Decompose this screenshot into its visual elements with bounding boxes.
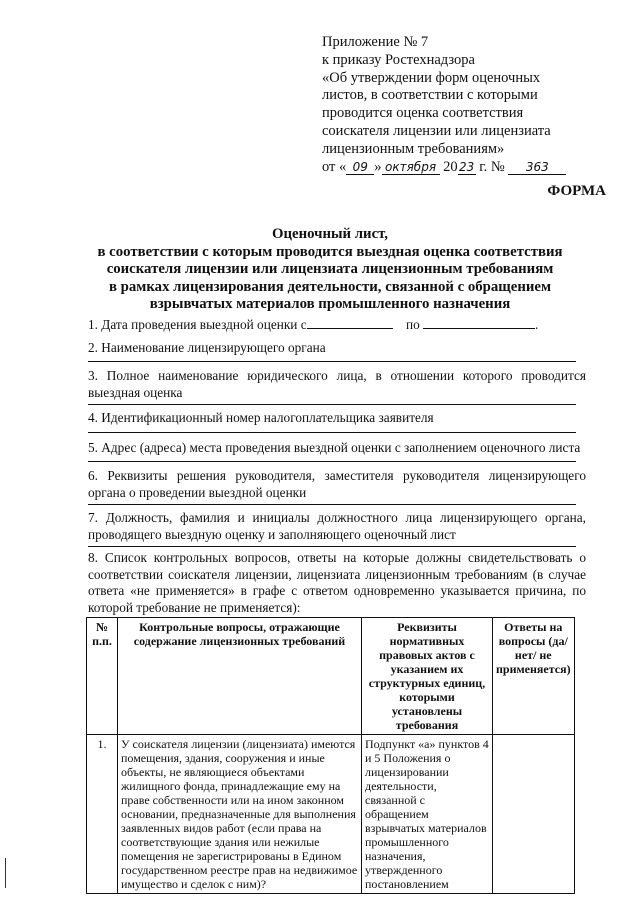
order-number: 363 xyxy=(508,160,566,175)
item-2: 2. Наименование лицензирующего органа xyxy=(88,340,326,355)
header-line: соискателя лицензии или лицензиата xyxy=(322,122,551,139)
date-month: октября xyxy=(382,160,440,175)
appendix-header xyxy=(322,34,622,176)
col-header-reference: Реквизиты нормативных правовых актов с указанием их структурных единиц, которыми установлены требования xyxy=(362,618,493,735)
item-1-label: 1. Дата проведения выездной оценки с xyxy=(88,317,307,332)
row-number: 1. xyxy=(87,735,118,894)
header-line: Приложение № 7 xyxy=(322,34,429,50)
row-answer-cell[interactable] xyxy=(493,735,575,894)
item-6-fill-line[interactable] xyxy=(88,504,576,505)
header-line: листов, в соответствии с которыми xyxy=(322,87,538,104)
item-1-end: . xyxy=(535,317,539,332)
item-7-fill-line[interactable] xyxy=(88,546,576,547)
item-6: 6. Реквизиты решения руководителя, заместителя руководителя лицензирующего органа о проведении выездной оценки xyxy=(88,468,586,500)
item-4: 4. Идентификационный номер налогоплательщика заявителя xyxy=(88,410,434,425)
item-5: 5. Адрес (адреса) места проведения выездной оценки с заполнением оценочного листа xyxy=(88,440,581,455)
item-5-fill-line[interactable] xyxy=(88,461,576,462)
item-3: 3. Полное наименование юридического лица, в отношении которого проводится выездная оценка xyxy=(88,368,586,400)
title-line: Оценочный лист, xyxy=(271,226,389,242)
table-header-row xyxy=(87,618,575,735)
header-line: проводится оценка соответствия xyxy=(322,105,524,122)
date-day: 09 xyxy=(346,160,374,175)
title-line: в соответствии с которым проводится выездная оценка соответствия xyxy=(97,243,563,260)
col-header-answer: Ответы на вопросы (да/нет/ не применяется) xyxy=(493,618,575,735)
item-4-fill-line[interactable] xyxy=(88,432,576,433)
item-1-date xyxy=(88,316,586,334)
col-header-question: Контрольные вопросы, отражающие содержание лицензионных требований xyxy=(118,618,362,735)
date-mid: » xyxy=(374,158,382,175)
date-prefix: от « xyxy=(322,158,347,175)
header-line: к приказу Ростехнадзора xyxy=(322,51,475,68)
item-2-fill-line[interactable] xyxy=(88,361,576,362)
col-header-number: № п.п. xyxy=(87,618,118,735)
form-label: ФОРМА xyxy=(547,183,606,199)
table-row xyxy=(87,735,575,894)
row-reference: Подпункт «а» пунктов 4 и 5 Положения о лицензировании деятельности, связанной с обращением взрывчатых материалов промышленного назначения, утвержденного постановлением xyxy=(362,735,493,894)
item-1-mid: по xyxy=(405,317,420,332)
date-suffix: г. № xyxy=(475,158,505,175)
date-year-prefix: 20 xyxy=(443,158,458,175)
header-line: «Об утверждении форм оценочных xyxy=(322,69,541,86)
control-questions-table xyxy=(86,617,575,894)
date-from-field[interactable] xyxy=(307,316,393,329)
order-date-line xyxy=(322,159,622,177)
item-7: 7. Должность, фамилия и инициалы должностного лица лицензирующего органа, проводящего выездную оценку и заполняющего оценочный лист xyxy=(88,510,586,542)
scan-edge-mark xyxy=(5,858,6,888)
title-line: в рамках лицензирования деятельности, связанной с обращением xyxy=(108,278,552,295)
date-year: 23 xyxy=(459,159,475,174)
header-line: лицензионным требованиям» xyxy=(322,140,505,157)
row-question: У соискателя лицензии (лицензиата) имеются помещения, здания, сооружения и иные объекты, не являющиеся объектами жилищного фонда, принадлежащие ему на праве собственности или на ином законном основании, предназначенные для выполнения заявленных видов работ (если права на соответствующие здания или нежилые помещения не зарегистрированы в Едином государственном реестре прав на недвижимое имущество и сделок с ним)? xyxy=(118,735,362,894)
item-3-fill-line[interactable] xyxy=(88,404,576,405)
document-title xyxy=(90,226,570,314)
item-8: 8. Список контрольных вопросов, ответы на которые должны свидетельствовать о соответствии соискателя лицензии, лицензиата лицензионным требованиям (в случае ответа «не применяется» в графе с ответом одновременно указывается причина, по которой требование не применяется): xyxy=(88,550,586,615)
date-to-field[interactable] xyxy=(423,316,535,329)
title-line: взрывчатых материалов промышленного назначения xyxy=(149,296,511,313)
title-line: соискателя лицензии или лицензиата лицензионным требованиям xyxy=(106,261,554,278)
